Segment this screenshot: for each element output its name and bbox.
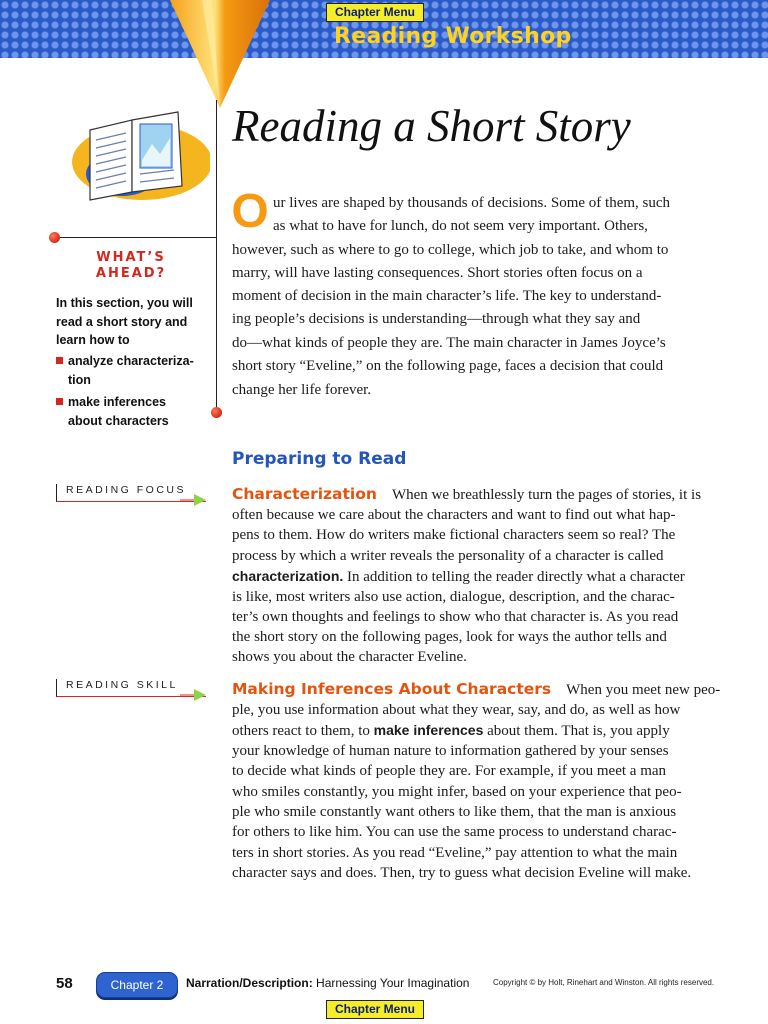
bullet-square-icon — [56, 357, 63, 364]
drop-cap: O — [231, 185, 269, 238]
inferences-heading: Making Inferences About Characters — [232, 680, 552, 698]
characterization-line: When we breathlessly turn the pages of stories, it is — [391, 487, 702, 503]
inferences-line: for others to like him. You can use the same process to understand charac- — [232, 824, 677, 840]
sidebar-bullet-inferences — [56, 393, 216, 430]
chapter-2-button[interactable]: Chapter 2 — [96, 972, 178, 998]
characterization-line: pens to them. How do writers make fictional characters seem so real? The — [232, 527, 676, 543]
inferences-line: ple, you use information about what they wear, say, and do, as well as how — [232, 702, 681, 718]
footer-title-rest: Harnessing Your Imagination — [312, 976, 470, 990]
intro-line: ur lives are shaped by thousands of decisions. Some of them, such — [273, 195, 671, 211]
page-number: 58 — [56, 975, 73, 992]
rail-dot-left — [49, 232, 60, 243]
intro-line: short story “Eveline,” on the following page, faces a decision that could — [232, 358, 664, 374]
sidebar-vertical-rule — [216, 100, 217, 412]
characterization-keyword-line — [232, 566, 685, 588]
preparing-to-read-heading: Preparing to Read — [232, 449, 407, 469]
bullet-line: about characters — [68, 413, 169, 428]
inferences-line: ple who smile constantly want others to like them, that the man is anxious — [232, 804, 677, 820]
arrow-right-icon — [180, 493, 206, 507]
characterization-heading: Characterization — [232, 485, 377, 503]
orange-cone-decoration — [168, 0, 272, 110]
bullet-square-icon — [56, 398, 63, 405]
intro-line: marry, will have lasting consequences. Short stories often focus on a — [232, 265, 643, 281]
inferences-line: about them. That is, you apply — [483, 723, 670, 739]
intro-line: do—what kinds of people they are. The main character in James Joyce’s — [232, 335, 666, 351]
sidebar-bullet-characterization — [56, 352, 216, 389]
bullet-line: make inferences — [68, 395, 166, 409]
inferences-line: ters in short stories. As you read “Eveline,” pay attention to what the main — [232, 845, 678, 861]
footer-chapter-title — [186, 976, 469, 990]
inferences-line: character says and does. Then, try to guess what decision Eveline will make. — [232, 865, 692, 881]
chapter-menu-button-top[interactable]: Chapter Menu — [326, 3, 424, 22]
intro-line: however, such as where to go to college, which job to take, and whom to — [232, 242, 669, 258]
characterization-line: In addition to telling the reader directly what a character — [343, 569, 685, 585]
characterization-first-line — [232, 484, 701, 506]
characterization-keyword: characterization. — [232, 568, 344, 584]
make-inferences-keyword: make inferences — [373, 722, 484, 738]
workshop-title: Reading Workshop — [334, 24, 572, 49]
characterization-line: often because we care about the characters and want to find out what hap- — [232, 507, 676, 523]
intro-line: ing people’s decisions is understanding—through what they say and — [232, 311, 641, 327]
characterization-line: the short story on the following pages, look for ways the author tells and — [232, 629, 667, 645]
intro-line: moment of decision in the main character’s life. The key to understand- — [232, 288, 662, 304]
copyright-notice: Copyright © by Holt, Rinehart and Winston. All rights reserved. — [493, 978, 715, 987]
sidebar-horizontal-rule — [54, 237, 216, 238]
reading-focus-label: READING FOCUS — [56, 484, 206, 502]
intro-line: change her life forever. — [232, 382, 372, 398]
characterization-line: shows you about the character Eveline. — [232, 649, 467, 665]
characterization-line: is like, most writers also use action, dialogue, description, and the charac- — [232, 589, 675, 605]
arrow-right-icon — [180, 688, 206, 702]
page-title: Reading a Short Story — [232, 101, 631, 151]
sidebar-intro: In this section, you will read a short story and learn how to — [56, 296, 193, 347]
whats-ahead-line2: AHEAD? — [95, 266, 167, 281]
inferences-line: your knowledge of human nature to information gathered by your senses — [232, 743, 669, 759]
inferences-line: to decide what kinds of people they are. For example, if you meet a man — [232, 763, 667, 779]
reading-skill-label: READING SKILL — [56, 679, 206, 697]
footer-title-bold: Narration/Description: — [186, 976, 313, 990]
characterization-line: ter’s own thoughts and feelings to show who that character is. As you read — [232, 609, 679, 625]
inferences-line: who smiles constantly, you might infer, based on your experience that peo- — [232, 784, 682, 800]
bullet-line: tion — [68, 372, 91, 387]
intro-line: as what to have for lunch, do not seem very important. Others, — [273, 218, 648, 234]
inferences-first-line — [232, 679, 720, 701]
open-book-icon — [60, 100, 210, 210]
bullet-line: analyze characteriza- — [68, 354, 194, 368]
inferences-keyword-line — [232, 720, 670, 742]
inferences-line: When you meet new peo- — [566, 682, 721, 698]
characterization-line: process by which a writer reveals the personality of a character is called — [232, 548, 664, 564]
inferences-line: others react to them, to — [232, 723, 374, 739]
whats-ahead-line1: WHAT’S — [96, 250, 166, 265]
chapter-menu-button-bottom[interactable]: Chapter Menu — [326, 1000, 424, 1019]
whats-ahead-heading — [56, 250, 206, 282]
